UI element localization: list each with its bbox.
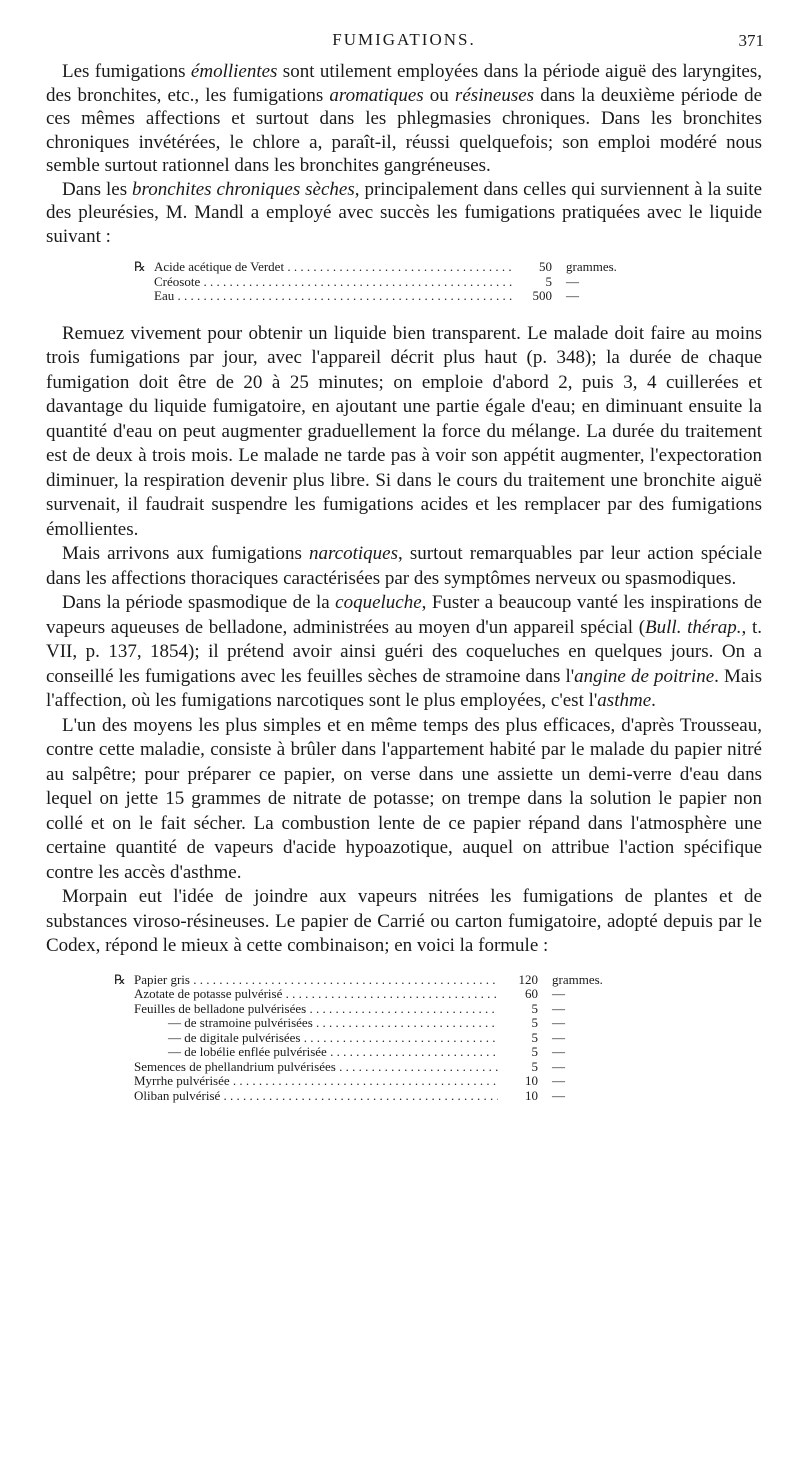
ingredient-unit: grammes. <box>552 971 603 987</box>
text-run: , Fuster a beaucoup vanté les inspirations de vapeurs aqueuses de belladone, administrées au moyen d'un appareil spécial ( <box>46 592 762 638</box>
ingredient-quantity: 60 <box>525 986 538 1001</box>
italic-term: émollientes <box>190 61 278 82</box>
recipe-row <box>114 1002 762 1017</box>
ingredient-name: Semences de phellandrium pulvérisées . . . <box>134 1060 498 1075</box>
recipe-row <box>134 275 762 290</box>
ingredient-quantity: 500 <box>532 288 552 303</box>
ingredient-quantity: 10 <box>525 1073 538 1088</box>
italic-term: angine de poitrine <box>574 665 715 687</box>
ingredient-quantity: 50 <box>539 259 552 274</box>
recipe-fumigatory-paper <box>114 973 762 1104</box>
paragraph-treatment-procedure <box>46 322 762 543</box>
ingredient-unit: — <box>552 1000 565 1016</box>
italic-term: Bull. thérap. <box>645 616 742 638</box>
ingredient-quantity: 10 <box>525 1087 538 1103</box>
ingredient-name: Créosote . . . <box>154 275 512 290</box>
italic-term: aromatiques <box>329 84 424 106</box>
ingredient-unit: — <box>552 1044 565 1059</box>
ingredient-name: Oliban pulvérisé . . . <box>134 1089 498 1104</box>
italic-term: résineuses <box>454 84 535 106</box>
ingredient-unit: — <box>552 1073 565 1088</box>
recipe-row <box>134 260 762 275</box>
text-run: sont utilement employées dans la période aiguë des laryngites, des bronchites, etc., les fumigations <box>46 61 763 106</box>
ingredient-unit: — <box>566 273 579 289</box>
ingredient-unit: — <box>552 1087 565 1103</box>
ingredient-quantity: 5 <box>531 1029 538 1045</box>
recipe-symbol: ℞ <box>134 259 146 274</box>
ingredient-unit: — <box>552 1058 565 1074</box>
text-run: L'un des moyens les plus simples et en même temps des plus efficaces, d'après Trousseau, contre cette maladie, consiste à brûler dans l'appartement habité par le malade du papier nitré au salpêtre; pour préparer ce papier, on verse dans une assiette un demi-verre d'eau dans lequel on jette 15 grammes de nitrate de potasse; on trempe dans la solution le papier non collé et on le fait sécher. La combustion lente de ce papier répand dans l'atmosphère une certaine quantité de vapeurs d'acide hypoazotique, auquel on attribue l'action spécifique contre les accès d'asthme. <box>46 714 762 883</box>
recipe-row <box>114 1031 762 1046</box>
ingredient-name: — de stramoine pulvérisées . . . <box>134 1016 498 1031</box>
paragraph-whooping-cough <box>46 591 762 714</box>
italic-term: bronchites chroniques sèches <box>132 178 355 200</box>
text-run: . Mais l'affection, où les fumigations narcotiques sont le plus employées, c'est l' <box>46 665 762 711</box>
text-run: Remuez vivement pour obtenir un liquide bien transparent. Le malade doit faire au moins trois fumigations par jour, avec l'appareil décrit plus haut (p. 348); la durée de chaque fumigation doit être de 20 à 25 minutes; on emploie d'abord 2, puis 3, 4 cuillerées et davantage du liquide fumigatoire, en ajoutant une partie égale d'eau; en diminuant ensuite la quantité d'eau on peut augmenter graduellement la force du mélange. La durée du traitement est de deux à trois mois. Le malade ne tarde pas à voir son appétit augmenter, l'expectoration diminuer, la respiration devenir plus libre. Si dans le cours du traitement une bronchite aiguë survenait, il faudrait suspendre les fumigations acides et les remplacer par des fumigations émollientes. <box>46 322 762 540</box>
text-run: ou <box>423 84 455 106</box>
italic-term: coqueluche <box>335 592 422 613</box>
ingredient-name: — de lobélie enflée pulvérisée . . . <box>134 1045 498 1060</box>
text-run: , t. VII, p. 137, 1854); il prétend avoir ainsi guéri des coqueluches en quelques jours. On a conseillé les fumigations avec les feuilles sèches de stramoine dans l' <box>46 616 762 687</box>
ingredient-quantity: 5 <box>531 1000 538 1016</box>
ingredient-unit: — <box>566 288 579 303</box>
recipe-row <box>114 1060 762 1075</box>
page-number: 371 <box>738 31 764 50</box>
ingredient-unit: — <box>552 1015 565 1030</box>
ingredient-quantity: 5 <box>545 273 552 289</box>
ingredient-name: Feuilles de belladone pulvérisées . . . <box>134 1002 498 1017</box>
recipe-row <box>114 1016 762 1031</box>
text-run: dans la deuxième période de ces mêmes affections et surtout dans les phlegmasies chroniques. Dans les bronchites chroniques invétérées, le chlore a, paraît-il, réussi quelquefois; son emploi modéré nous semble surtout rationnel dans les bronchites gangréneuses. <box>46 84 762 176</box>
ingredient-unit: grammes. <box>566 259 617 274</box>
recipe-row <box>114 1045 762 1060</box>
paragraph-emollient-fumigations <box>46 60 762 178</box>
ingredient-name: — de digitale pulvérisées . . . <box>134 1031 498 1046</box>
text-run: , surtout remarquables par leur action spéciale dans les affections thoraciques caractérisées par des symptômes nerveux ou spasmodiques. <box>46 543 762 589</box>
ingredient-name: Azotate de potasse pulvérisé . . . <box>134 987 498 1002</box>
text-run: , principalement dans celles qui surviennent à la suite des pleurésies, M. Mandl a employé avec succès les fumigations pratiquées avec le liquide suivant : <box>46 178 762 247</box>
recipe-row <box>134 289 762 304</box>
page-body <box>46 60 762 1103</box>
ingredient-name: Acide acétique de Verdet . . . <box>154 260 512 275</box>
ingredient-name: Myrrhe pulvérisée . . . <box>134 1074 498 1089</box>
text-run: Les fumigations <box>62 61 191 82</box>
italic-term: asthme <box>597 690 652 711</box>
ingredient-quantity: 5 <box>531 1015 538 1030</box>
running-head: FUMIGATIONS. <box>332 30 476 49</box>
text-run: Dans la période spasmodique de la <box>62 592 336 613</box>
recipe-symbol: ℞ <box>114 971 126 987</box>
ingredient-quantity: 5 <box>531 1044 538 1059</box>
text-run: . <box>651 690 656 711</box>
page-header <box>46 0 762 60</box>
paragraph-dry-bronchitis <box>46 178 762 249</box>
text-run: Mais arrivons aux fumigations <box>62 543 309 564</box>
text-run: Morpain eut l'idée de joindre aux vapeurs nitrées les fumigations de plantes et de substances viroso-résineuses. Le papier de Carrié ou carton fumigatoire, adopté depuis par le Codex, répond le mieux à cette combinaison; en voici la formule : <box>46 886 762 956</box>
recipe-row <box>114 973 762 988</box>
book-page <box>46 0 762 1121</box>
paragraph-nitre-paper <box>46 714 762 886</box>
ingredient-quantity: 120 <box>518 971 538 987</box>
ingredient-unit: — <box>552 1029 565 1045</box>
ingredient-quantity: 5 <box>531 1058 538 1074</box>
ingredient-name: Papier gris . . . <box>134 973 498 988</box>
recipe-row <box>114 1074 762 1089</box>
paragraph-narcotic-fumigations <box>46 542 762 591</box>
ingredient-unit: — <box>552 986 565 1001</box>
italic-term: narcotiques <box>308 543 398 564</box>
ingredient-name: Eau . . . <box>154 289 512 304</box>
text-run: Dans les <box>62 178 133 200</box>
paragraph-carrie-paper <box>46 885 762 959</box>
recipe-row <box>114 987 762 1002</box>
recipe-row <box>114 1089 762 1104</box>
recipe-acetic-liquid <box>134 260 762 304</box>
